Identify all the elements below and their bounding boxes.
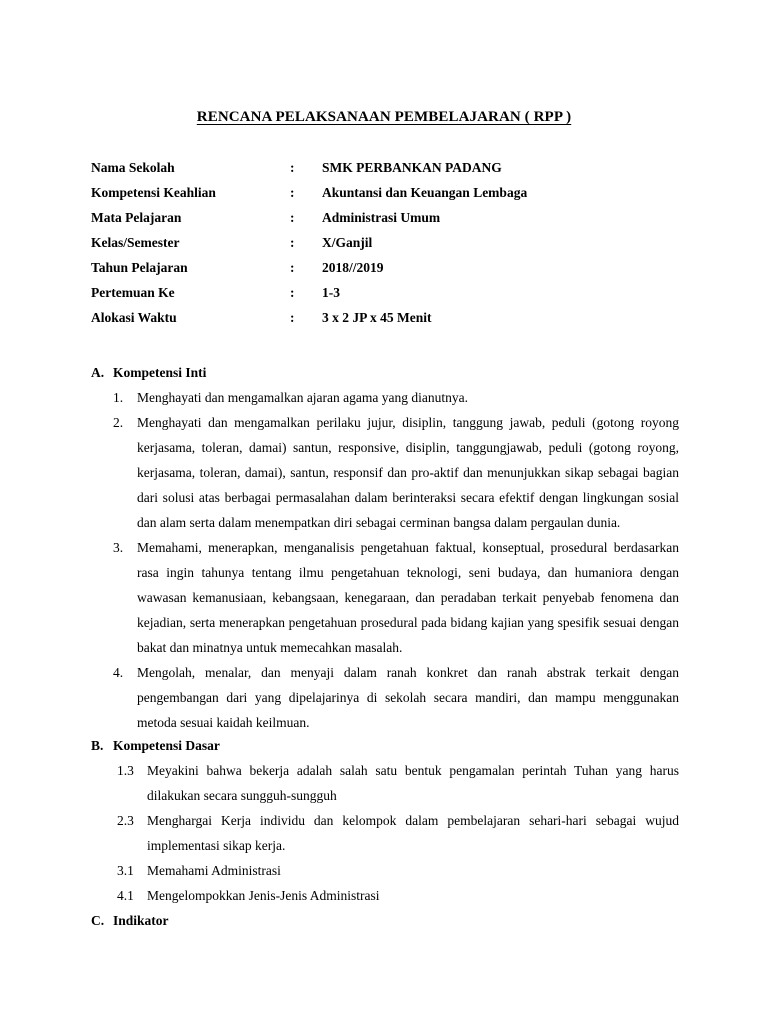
page-title: RENCANA PELAKSANAAN PEMBELAJARAN ( RPP ): [196, 109, 572, 125]
section-kompetensi-inti: [91, 360, 679, 735]
meta-label: Kompetensi Keahlian: [91, 185, 216, 200]
section-heading: [91, 908, 679, 933]
meta-row: [91, 210, 681, 235]
meta-label: Pertemuan Ke: [91, 285, 175, 300]
meta-separator: :: [290, 160, 295, 175]
meta-row: [91, 310, 681, 335]
kd-code: 1.3: [117, 763, 134, 778]
meta-label: Kelas/Semester: [91, 235, 180, 250]
section-letter: A.: [91, 365, 105, 380]
list-item: [113, 660, 679, 735]
meta-value: 3 x 2 JP x 45 Menit: [322, 310, 432, 325]
meta-label: Alokasi Waktu: [91, 310, 177, 325]
meta-separator: :: [290, 260, 295, 275]
meta-label: Mata Pelajaran: [91, 210, 182, 225]
list-item-text: Menghayati dan mengamalkan perilaku jujur, disiplin, tanggung jawab, peduli (gotong royong kerjasama, toleran, damai) santun, responsive, disiplin, tanggungjawab, peduli (gotong royong, kerjasama, toleran, damai), santun, responsif dan pro-aktif dan menunjukkan sikap sebagai bagian dari solusi atas berbagai permasalahan dalam berinteraksi secara efektif dengan lingkungan sosial dan alam serta dalam menempatkan diri sebagai cerminan bangsa dalam pergaulan dunia.: [137, 415, 679, 530]
list-item-text: Menghargai Kerja individu dan kelompok dalam pembelajaran sehari-hari sebagai wujud implementasi sikap kerja.: [147, 813, 679, 853]
meta-value: SMK PERBANKAN PADANG: [322, 160, 502, 175]
kd-code: 3.1: [117, 863, 134, 878]
list-item: [113, 410, 679, 535]
section-letter: C.: [91, 913, 105, 928]
meta-separator: :: [290, 310, 295, 325]
meta-value: 2018//2019: [322, 260, 384, 275]
meta-label: Tahun Pelajaran: [91, 260, 188, 275]
list-marker: 2.: [113, 415, 124, 430]
kompetensi-dasar-list: [91, 758, 679, 908]
list-item: [117, 808, 679, 858]
meta-separator: :: [290, 285, 295, 300]
meta-label: Nama Sekolah: [91, 160, 175, 175]
meta-value: 1-3: [322, 285, 340, 300]
meta-separator: :: [290, 210, 295, 225]
list-item: [117, 858, 679, 883]
list-item-text: Menghayati dan mengamalkan ajaran agama yang dianutnya.: [137, 390, 468, 405]
meta-row: [91, 185, 681, 210]
section-letter: B.: [91, 738, 104, 753]
meta-value: X/Ganjil: [322, 235, 373, 250]
meta-row: [91, 160, 681, 185]
list-marker: 3.: [113, 540, 124, 555]
meta-row: [91, 235, 681, 260]
document-meta-block: [91, 160, 681, 335]
section-indikator: [91, 908, 679, 933]
list-item-text: Mengolah, menalar, dan menyaji dalam ranah konkret dan ranah abstrak terkait dengan pengembangan dari yang dipelajarinya di sekolah secara mandiri, dan mampu menggunakan metoda sesuai kaidah keilmuan.: [137, 665, 679, 730]
list-marker: 1.: [113, 390, 124, 405]
list-item-text: Memahami Administrasi: [147, 863, 281, 878]
meta-row: [91, 260, 681, 285]
list-item: [117, 758, 679, 808]
list-item-text: Memahami, menerapkan, menganalisis pengetahuan faktual, konseptual, prosedural berdasarkan rasa ingin tahunya tentang ilmu pengetahuan teknologi, seni budaya, dan humaniora dengan wawasan kemanusiaan, kebangsaan, kenegaraan, dan peradaban terkait penyebab fenomena dan kejadian, serta menerapkan pengetahuan prosedural pada bidang kajian yang spesifik sesuai dengan bakat dan minatnya untuk memecahkan masalah.: [137, 540, 679, 655]
section-title: Kompetensi Dasar: [113, 738, 220, 753]
meta-value: Administrasi Umum: [322, 210, 441, 225]
kd-code: 4.1: [117, 888, 134, 903]
kompetensi-inti-list: [91, 385, 679, 735]
document-title-container: [0, 108, 768, 126]
section-title: Kompetensi Inti: [113, 365, 207, 380]
section-heading: [91, 360, 679, 385]
section-heading: [91, 733, 679, 758]
kd-code: 2.3: [117, 813, 134, 828]
list-item-text: Mengelompokkan Jenis-Jenis Administrasi: [147, 888, 380, 903]
list-item: [113, 385, 679, 410]
meta-row: [91, 285, 681, 310]
list-item: [117, 883, 679, 908]
meta-separator: :: [290, 185, 295, 200]
list-marker: 4.: [113, 665, 124, 680]
list-item: [113, 535, 679, 660]
section-title: Indikator: [113, 913, 169, 928]
list-item-text: Meyakini bahwa bekerja adalah salah satu bentuk pengamalan perintah Tuhan yang harus dilakukan secara sungguh-sungguh: [147, 763, 679, 803]
section-kompetensi-dasar: [91, 733, 679, 908]
meta-separator: :: [290, 235, 295, 250]
meta-value: Akuntansi dan Keuangan Lembaga: [322, 185, 528, 200]
